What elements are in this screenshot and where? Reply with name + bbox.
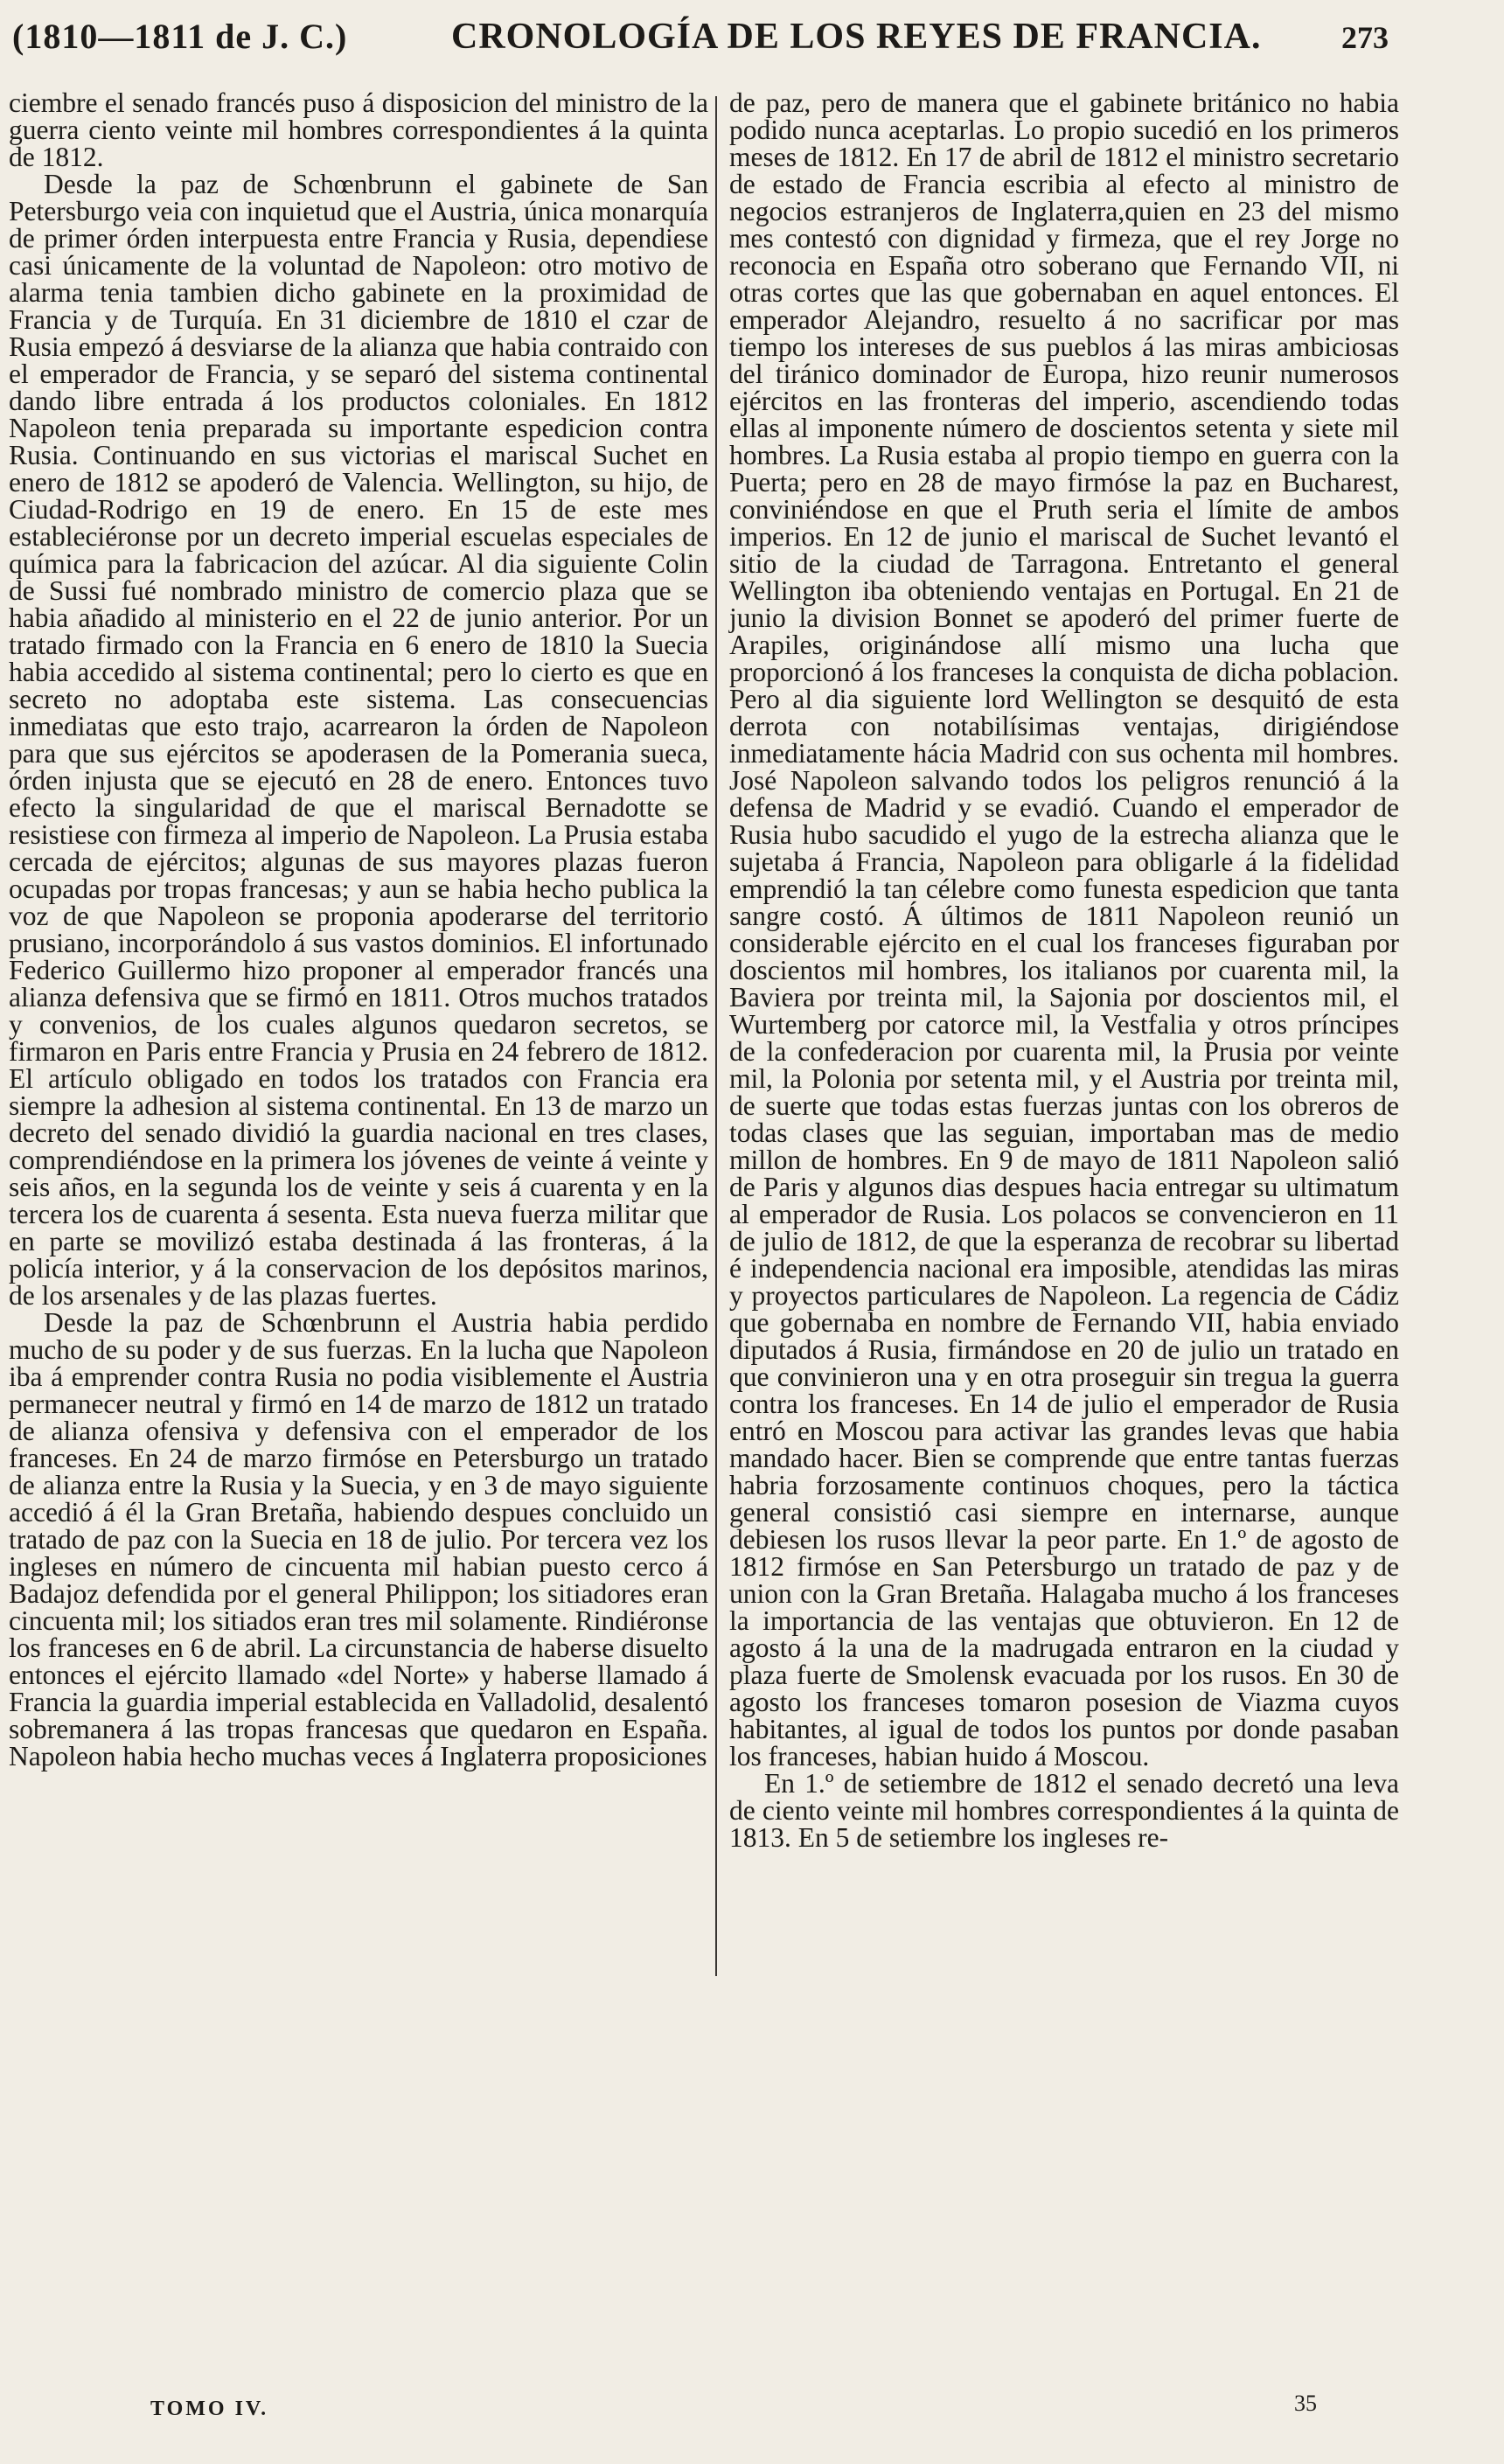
paragraph: En 1.º de setiembre de 1812 el senado decretó una leva de ciento veinte mil hombres correspondientes á la quinta de 1813. En 5 de setiembre los ingleses re-: [729, 1768, 1399, 1853]
chapter-title: CRONOLOGÍA DE LOS REYES DE FRANCIA.: [451, 17, 1262, 57]
paragraph: de paz, pero de manera que el gabinete británico no habia podido nunca aceptarlas. Lo propio sucedió en los primeros meses de 1812. En 17 de abril de 1812 el ministro secretario de estado de Francia escribia al efecto al ministro de negocios estranjeros de Inglaterra,quien en 23 del mismo mes contestó con dignidad y firmeza, que el rey Jorge no reconocia en España otro soberano que Fernando VII, ni otras cortes que las que gobernaban en aquel entonces. El emperador Alejandro, resuelto á no sacrificar por mas tiempo los intereses de sus pueblos á las miras ambiciosas del tiránico dominador de Europa, hizo reunir numerosos ejércitos en las fronteras del imperio, ascendiendo todas ellas al imponente número de doscientos setenta y siete mil hombres. La Rusia estaba al propio tiempo en guerra con la Puerta; pero en 28 de mayo firmóse la paz en Bucharest, conviniéndose en que el Pruth seria el límite de ambos imperios. En 12 de junio el mariscal de Suchet levantó el sitio de la ciudad de Tarragona. Entretanto el general Wellington iba obteniendo ventajas en Portugal. En 21 de junio la division Bonnet se apoderó del primer fuerte de Arapiles, originándose allí mismo una lucha que proporcionó á los franceses la conquista de dicha poblacion. Pero al dia siguiente lord Wellington se desquitó de esta derrota con notabilísimas ventajas, dirigiéndose inmediatamente hácia Madrid con sus ochenta mil hombres. José Napoleon salvando todos los peligros renunció á la defensa de Madrid y se evadió. Cuando el emperador de Rusia hubo sacudido el yugo de la estrecha alianza que le sujetaba á Francia, Napoleon para obligarle á la fidelidad emprendió la tan célebre como funesta espedicion que tanta sangre costó. Á últimos de 1811 Napoleon reunió un considerable ejército en el cual los franceses figuraban por doscientos mil hombres, los italianos por cuarenta mil, la Baviera por treinta mil, la Sajonia por doscientos mil, el Wurtemberg por catorce mil, la Vestfalia y otros príncipes de la confederacion por cuarenta mil, la Prusia por veinte mil, la Polonia por setenta mil, y el Austria por treinta mil, de suerte que todas estas fuerzas juntas con los obreros de todas clases que las seguian, importaban mas de medio millon de hombres. En 9 de mayo de 1811 Napoleon salió de Paris y algunos dias despues hacia entregar su ultimatum al emperador de Rusia. Los polacos se convencieron en 11 de julio de 1812, de que la esperanza de recobrar su libertad é independencia nacional era imposible, atendidas las miras y proyectos particulares de Napoleon. La regencia de Cádiz que gobernaba en nombre de Fernando VII, habia enviado diputados á Rusia, firmándose en 20 de julio un tratado en que convinieron una y en otra proseguir sin tregua la guerra contra los franceses. En 14 de julio el emperador de Rusia entró en Moscou para activar las grandes levas que habia mandado hacer. Bien se comprende que entre tantas fuerzas habria forzosamente continuos choques, pero la táctica general consistió casi siempre en internarse, aunque debiesen los rusos llevar la peor parte. En 1.º de agosto de 1812 firmóse en San Petersburgo un tratado de paz y de union con la Gran Bretaña. Halagaba mucho á los franceses la importancia de las ventajas que obtuvieron. En 12 de agosto á la una de la madrugada entraron en la ciudad y plaza fuerte de Smolensk evacuada por los rusos. En 30 de agosto los franceses tomaron posesion de Viazma cuyos habitantes, al igual de todos los puntos por donde pasaban los franceses, habian huido á Moscou.: [729, 87, 1399, 1771]
left-column: [9, 89, 708, 2415]
right-column: [729, 89, 1399, 2415]
paragraph: ciembre el senado francés puso á disposicion del ministro de la guerra ciento veinte mil hombres correspondientes á la quinta de 1812.: [9, 87, 708, 172]
paragraph: Desde la paz de Schœnbrunn el gabinete de San Petersburgo veia con inquietud que el Austria, única monarquía de primer órden interpuesta entre Francia y Rusia, dependiese casi únicamente de la voluntad de Napoleon: otro motivo de alarma tenia tambien dicho gabinete en la proximidad de Francia y de Turquía. En 31 diciembre de 1810 el czar de Rusia empezó á desviarse de la alianza que habia contraido con el emperador de Francia, y se separó del sistema continental dando libre entrada á los productos coloniales. En 1812 Napoleon tenia preparada su importante espedicion contra Rusia. Continuando en sus victorias el mariscal Suchet en enero de 1812 se apoderó de Valencia. Wellington, su hijo, de Ciudad-Rodrigo en 19 de enero. En 15 de este mes estableciéronse por un decreto imperial escuelas especiales de química para la fabricacion del azúcar. Al dia siguiente Colin de Sussi fué nombrado ministro de comercio plaza que se habia añadido al ministerio en el 22 de junio anterior. Por un tratado firmado con la Francia en 6 enero de 1810 la Suecia habia accedido al sistema continental; pero lo cierto es que en secreto no adoptaba este sistema. Las consecuencias inmediatas que esto trajo, acarrearon la órden de Napoleon para que sus ejércitos se apoderasen de la Pomerania sueca, órden injusta que se ejecutó en 28 de enero. Entonces tuvo efecto la singularidad de que el mariscal Bernadotte se resistiese con firmeza al imperio de Napoleon. La Prusia estaba cercada de ejércitos; algunas de sus mayores plazas fueron ocupadas por tropas francesas; y aun se habia hecho publica la voz de que Napoleon se proponia apoderarse del territorio prusiano, incorporándolo á sus vastos dominios. El infortunado Federico Guillermo hizo proponer al emperador francés una alianza defensiva que se firmó en 1811. Otros muchos tratados y convenios, de los cuales algunos quedaron secretos, se firmaron en Paris entre Francia y Prusia en 24 febrero de 1812. El artículo obligado en todos los tratados con Francia era siempre la adhesion al sistema continental. En 13 de marzo un decreto del senado dividió la guardia nacional en tres clases, comprendiéndose en la primera los jóvenes de veinte á veinte y seis años, en la segunda los de veinte y seis á cuarenta y en la tercera los de cuarenta á sesenta. Esta nueva fuerza militar que en parte se movilizó estaba destinada á las fronteras, á la policía interior, y á la conservacion de los depósitos marinos, de los arsenales y de las plazas fuertes.: [9, 169, 708, 1311]
column-divider: [715, 96, 717, 1976]
page-number: 273: [1341, 20, 1389, 55]
date-range-heading: (1810—1811 de J. C.): [12, 17, 348, 56]
paragraph: Desde la paz de Schœnbrunn el Austria habia perdido mucho de su poder y de sus fuerzas. En la lucha que Napoleon iba á emprender contra Rusia no podia visiblemente el Austria permanecer neutral y firmó en 14 de marzo de 1812 un tratado de alianza ofensiva y defensiva con el emperador de los franceses. En 24 de marzo firmóse en Petersburgo un tratado de alianza entre la Rusia y la Suecia, y en 3 de mayo siguiente accedió á él la Gran Bretaña, habiendo despues concluido un tratado de paz con la Suecia en 18 de julio. Por tercera vez los ingleses en número de cincuenta mil habian puesto cerco á Badajoz defendida por el general Philippon; los sitiadores eran cincuenta mil; los sitiados eran tres mil solamente. Rindiéronse los franceses en 6 de abril. La circunstancia de haberse disuelto entonces el ejército llamado «del Norte» y haberse llamado á Francia la guardia imperial establecida en Valladolid, desalentó sobremanera á las tropas francesas que quedaron en España. Napoleon habia hecho muchas veces á Inglaterra proposiciones: [9, 1307, 708, 1771]
volume-label: TOMO IV.: [150, 2398, 269, 2420]
page-header: [12, 16, 1396, 77]
signature-mark: 35: [1294, 2391, 1317, 2416]
